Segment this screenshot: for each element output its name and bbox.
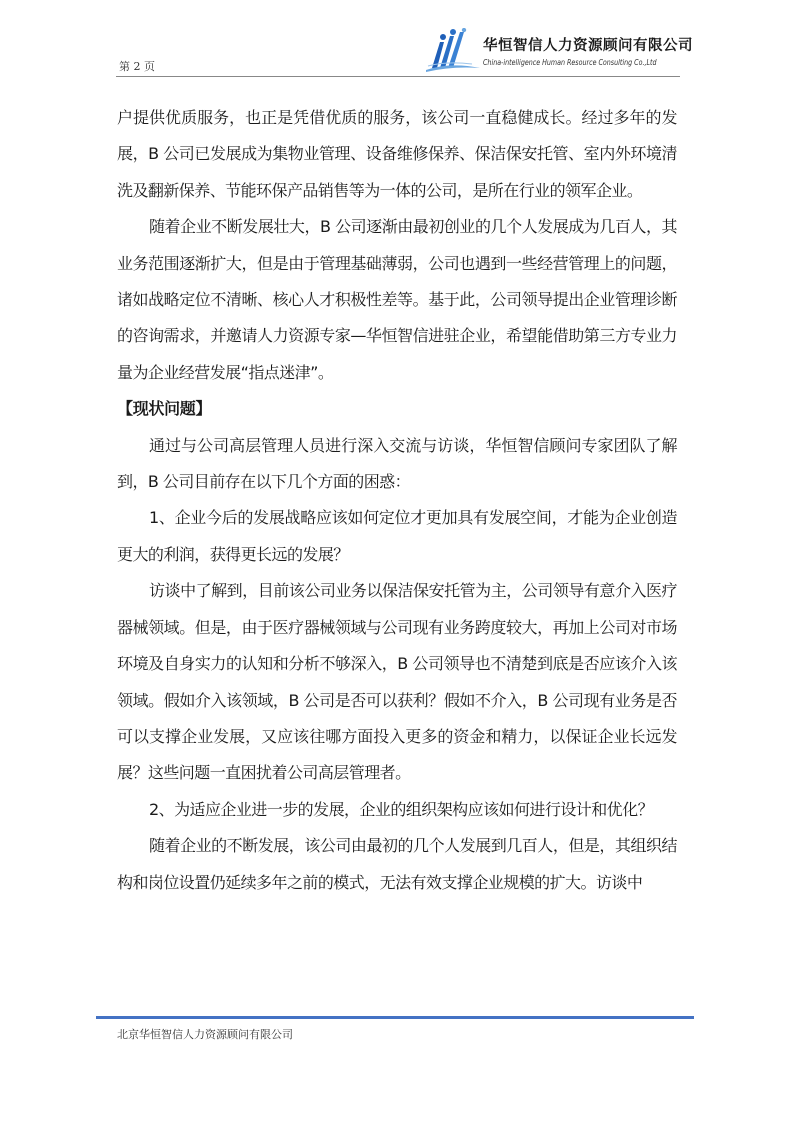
- paragraph-3: 通过与公司高层管理人员进行深入交流与访谈，华恒智信顾问专家团队了解到，B 公司目前存在以下几个方面的困惑：: [117, 435, 677, 492]
- company-logo-icon: [426, 28, 480, 72]
- paragraph-6: 2、为适应企业进一步的发展，企业的组织架构应该如何进行设计和优化？: [149, 799, 654, 819]
- header-divider: [116, 76, 680, 77]
- paragraph-4: 1、企业今后的发展战略应该如何定位才更加具有发展空间，才能为企业创造更大的利润，获得更长远的发展？: [117, 508, 677, 564]
- document-body: [117, 100, 677, 901]
- company-name-cn: 华恒智信人力资源顾问有限公司: [483, 38, 693, 54]
- logo-text: [483, 34, 693, 67]
- paragraph-7: 随着企业的不断发展，该公司由最初的几个人发展到几百人，但是，其组织结构和岗位设置仍延续多年之前的模式，无法有效支撑企业规模的扩大。访谈中: [117, 836, 677, 892]
- footer-company: 北京华恒智信人力资源顾问有限公司: [117, 1028, 293, 1041]
- paragraph-1: 户提供优质服务，也正是凭借优质的服务，该公司一直稳健成长。经过多年的发展，B 公司已发展成为集物业管理、设备维修保养、保洁保安托管、室内外环境清洗及翻新保养、节能环保产品销售等为一体的公司，是所在行业的领军企业。: [117, 108, 677, 200]
- company-name-en: China-intelligence Human Resource Consulting Co.,Ltd: [483, 58, 657, 67]
- page-number: 第 2 页: [119, 60, 155, 73]
- paragraph-5: 访谈中了解到，目前该公司业务以保洁保安托管为主，公司领导有意介入医疗器械领域。但是，由于医疗器械领域与公司现有业务跨度较大，再加上公司对市场环境及自身实力的认知和分析不够深入，B 公司领导也不清楚到底是否应该介入该领域。假如介入该领域，B 公司是否可以获利？假如不介入，B 公司现有业务是否可以支撑企业发展，又应该往哪方面投入更多的资金和精力，以保证企业长远发展？这些问题一直困扰着公司高层管理者。: [117, 581, 677, 783]
- page-header: [116, 28, 693, 78]
- paragraph-2: 随着企业不断发展壮大，B 公司逐渐由最初创业的几个人发展成为几百人，其业务范围逐渐扩大，但是由于管理基础薄弱，公司也遇到一些经营管理上的问题，诸如战略定位不清晰、核心人才积极性差等。基于此，公司领导提出企业管理诊断的咨询需求，并邀请人力资源专家—华恒智信进驻企业，希望能借助第三方专业力量为企业经营发展“指点迷津”。: [117, 217, 677, 382]
- footer-divider: [96, 1016, 694, 1019]
- section-title: 【现状问题】: [117, 399, 212, 419]
